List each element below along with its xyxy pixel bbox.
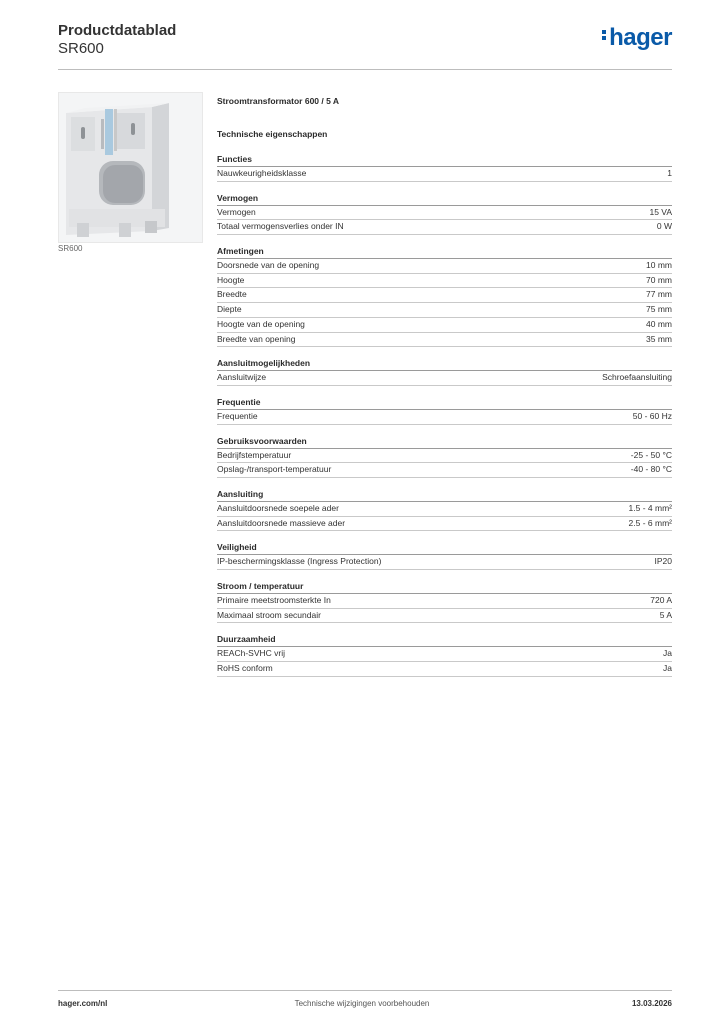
product-name: Stroomtransformator 600 / 5 A	[217, 96, 340, 106]
spec-section	[217, 153, 672, 182]
spec-label: Breedte van opening	[217, 333, 296, 344]
section-title: Duurzaamheid	[217, 633, 672, 647]
spec-section	[217, 357, 672, 386]
spec-value: -25 - 50 °C	[630, 449, 672, 460]
spec-value: 70 mm	[646, 274, 672, 285]
spec-value: 35 mm	[646, 333, 672, 344]
page-header	[58, 20, 672, 70]
spec-value: 77 mm	[646, 289, 672, 300]
spec-label: Hoogte	[217, 274, 245, 285]
spec-label: Frequentie	[217, 410, 258, 421]
spec-row	[217, 371, 672, 386]
document-title: Productdatablad	[58, 22, 177, 39]
spec-label: Bedrijfstemperatuur	[217, 449, 292, 460]
spec-value: 1	[667, 168, 672, 178]
spec-row	[217, 647, 672, 662]
spec-row	[217, 303, 672, 318]
specifications	[217, 94, 672, 677]
footer-website: hager.com/nl	[58, 999, 108, 1008]
current-transformer-illustration	[59, 93, 202, 242]
spec-row	[217, 259, 672, 274]
spec-label: RoHS conform	[217, 663, 273, 674]
spec-label: Aansluitwijze	[217, 372, 267, 383]
spec-value: 1.5 - 4 mm²	[628, 502, 672, 513]
spec-value: 50 - 60 Hz	[632, 410, 672, 421]
spec-label: Aansluitdoorsnede massieve ader	[217, 517, 346, 528]
spec-label: Maximaal stroom secundair	[217, 609, 321, 620]
section-title: Gebruiksvoorwaarden	[217, 435, 672, 449]
section-title: Stroom / temperatuur	[217, 580, 672, 594]
spec-section	[217, 541, 672, 570]
spec-row	[217, 288, 672, 303]
spec-section	[217, 245, 672, 347]
spec-value: 2.5 - 6 mm²	[628, 517, 672, 528]
spec-section	[217, 580, 672, 623]
spec-label: Breedte	[217, 289, 247, 300]
section-title: Vermogen	[217, 192, 672, 206]
spec-value: Schroefaansluiting	[602, 372, 672, 383]
footer-date: 13.03.2026	[631, 999, 672, 1008]
spec-section	[217, 435, 672, 478]
spec-label: Hoogte van de opening	[217, 318, 305, 329]
technical-properties-heading: Technische eigenschappen	[217, 129, 328, 139]
spec-label: Diepte	[217, 304, 242, 315]
document-subtitle: SR600	[58, 40, 104, 57]
spec-row	[217, 555, 672, 570]
spec-label: Aansluitdoorsnede soepele ader	[217, 502, 339, 513]
spec-label: Nauwkeurigheidsklasse	[217, 168, 307, 178]
spec-value: 10 mm	[646, 260, 672, 271]
spec-value: 15 VA	[649, 206, 672, 217]
footer-disclaimer: Technische wijzigingen voorbehouden	[294, 999, 430, 1008]
section-title: Frequentie	[217, 396, 672, 410]
spec-value: -40 - 80 °C	[630, 464, 672, 475]
spec-row	[217, 517, 672, 532]
spec-row	[217, 206, 672, 221]
spec-label: IP-beschermingsklasse (Ingress Protection)	[217, 556, 382, 567]
section-title: Aansluitmogelijkheden	[217, 357, 672, 371]
spec-value: Ja	[663, 648, 672, 659]
spec-label: REACh-SVHC vrij	[217, 648, 286, 659]
spec-sections	[217, 153, 672, 677]
spec-value: 5 A	[659, 609, 672, 620]
spec-value: 40 mm	[646, 318, 672, 329]
spec-row	[217, 167, 672, 182]
image-caption: SR600	[58, 244, 83, 253]
logo-text: hager	[609, 24, 672, 51]
footer-divider	[58, 990, 672, 991]
logo-dots-icon	[602, 28, 607, 42]
spec-row	[217, 318, 672, 333]
product-image	[58, 92, 203, 243]
spec-row	[217, 662, 672, 677]
spec-row	[217, 502, 672, 517]
spec-row	[217, 220, 672, 235]
section-title: Afmetingen	[217, 245, 672, 259]
spec-value: 0 W	[656, 221, 672, 232]
section-title: Aansluiting	[217, 488, 672, 502]
spec-label: Doorsnede van de opening	[217, 260, 320, 271]
spec-value: Ja	[663, 663, 672, 674]
spec-label: Primaire meetstroomsterkte In	[217, 595, 331, 605]
hager-logo	[602, 24, 672, 52]
spec-value: IP20	[654, 556, 672, 567]
spec-row	[217, 274, 672, 289]
spec-row	[217, 609, 672, 624]
spec-label: Vermogen	[217, 206, 256, 217]
spec-section	[217, 488, 672, 531]
spec-value: 75 mm	[646, 304, 672, 315]
spec-row	[217, 410, 672, 425]
spec-row	[217, 333, 672, 348]
spec-value: 720 A	[650, 595, 672, 605]
section-title: Veiligheid	[217, 541, 672, 555]
header-divider	[58, 69, 672, 70]
spec-row	[217, 463, 672, 478]
spec-row	[217, 449, 672, 464]
spec-section	[217, 396, 672, 425]
spec-label: Totaal vermogensverlies onder IN	[217, 221, 344, 232]
spec-section	[217, 633, 672, 676]
spec-label: Opslag-/transport-temperatuur	[217, 464, 332, 475]
spec-row	[217, 594, 672, 609]
spec-section	[217, 192, 672, 235]
section-title: Functies	[217, 153, 672, 167]
